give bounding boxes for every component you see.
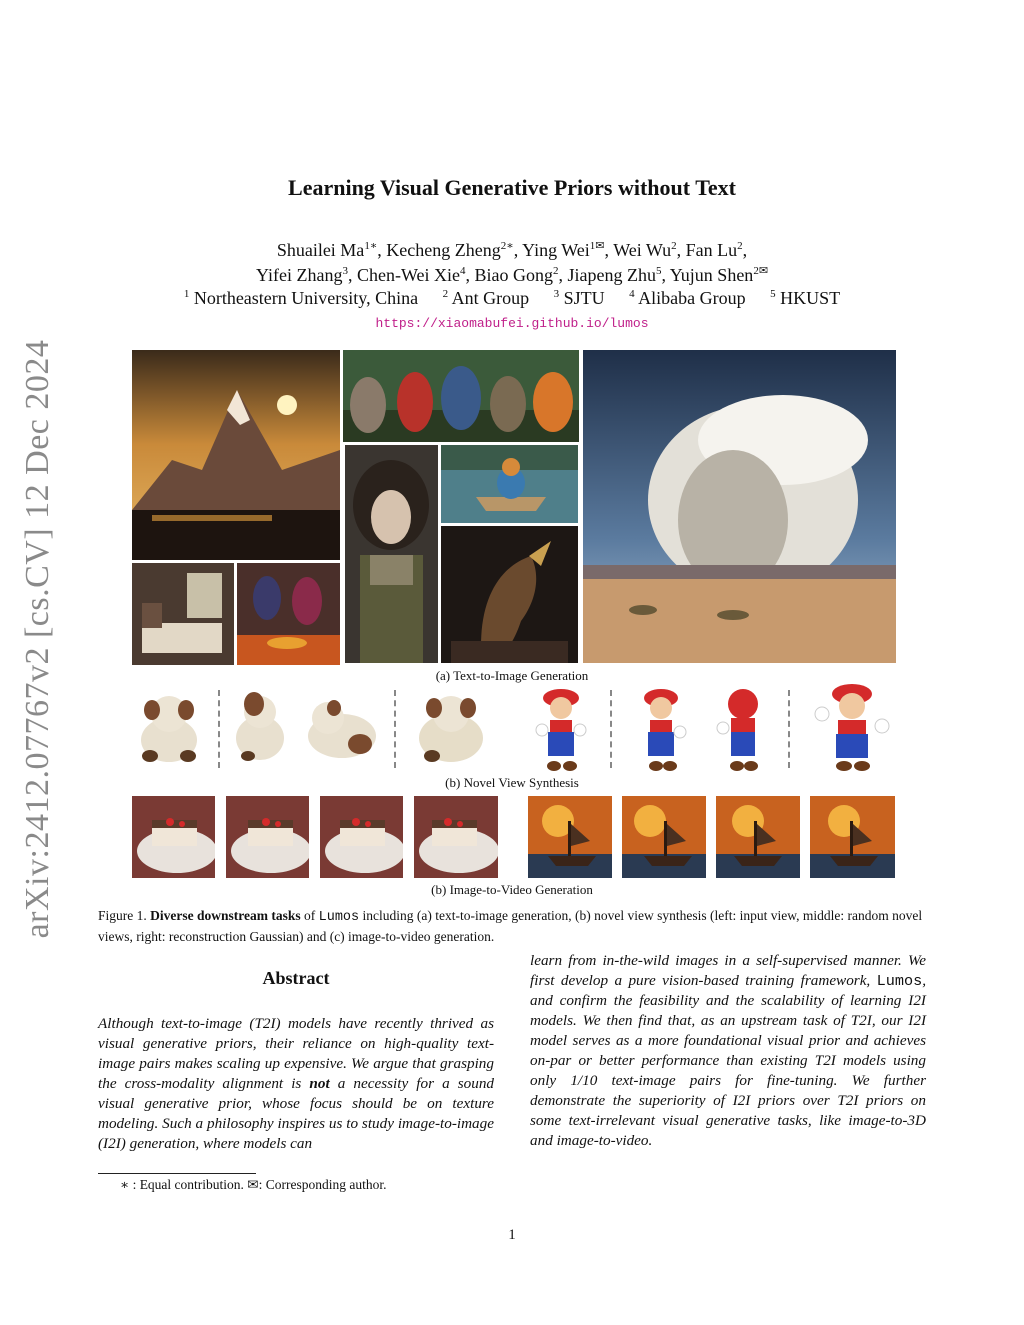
figure-caption-a: (a) Text-to-Image Generation (435, 668, 589, 683)
author: , Jiapeng Zhu (558, 265, 656, 285)
divider (610, 690, 612, 768)
authors-line-2 (0, 264, 1024, 286)
author-sup: 2∗ (500, 240, 514, 252)
arxiv-stamp: arXiv:2412.07767v2 [cs.CV] 12 Dec 2024 (19, 339, 56, 939)
affiliation: $^1$ Northeastern University, China (183, 288, 419, 308)
emphasis-not: not (309, 1075, 330, 1092)
author-sup: 2 (552, 265, 559, 277)
figure-caption-text: of (304, 908, 316, 923)
author-sup: 1∗ (364, 240, 378, 252)
ship-video-frame (622, 796, 706, 878)
paper-title: Learning Visual Generative Priors without Text (288, 175, 736, 200)
author: , Biao Gong (465, 265, 553, 285)
figure-caption-text: including (a) text-to-image generation, (b) novel view synthesis (left: input view, middle: random novel views, right: reconstruction Gaussian) and (c) image-to-video generation. (98, 908, 923, 944)
abstract-heading: Abstract (262, 968, 330, 988)
envelope-icon: ✉ (595, 240, 605, 252)
tiger-boat-image (441, 445, 578, 523)
cloud-face-desert-image (583, 350, 896, 663)
affiliation: $^4$ Alibaba Group (629, 288, 746, 308)
page-number: 1 (508, 1227, 516, 1243)
mountain-sunset-image (132, 350, 340, 560)
figure-caption-bold: Diverse downstream tasks (150, 908, 301, 923)
teddy-bear-reconstruction (404, 688, 498, 768)
author: Shuailei Ma (276, 240, 365, 260)
divider (788, 690, 790, 768)
author-sup: 2 (737, 240, 743, 252)
divider (394, 690, 396, 768)
dragon-image (441, 526, 578, 663)
author: , Ying Wei (513, 240, 590, 260)
affiliations (0, 288, 1024, 309)
author-tail: , (742, 240, 748, 260)
affiliation: $^2$ Ant Group (442, 288, 530, 308)
cake-video-frame (226, 796, 309, 878)
cake-video-frame (320, 796, 403, 878)
author: , Chen-Wei Xie (347, 265, 460, 285)
envelope-icon: ✉ (247, 1177, 259, 1192)
mario-novel-view-back (715, 684, 771, 774)
author: , Wei Wu (604, 240, 672, 260)
author-sup: 1✉ (589, 240, 605, 252)
author: , Kecheng Zheng (377, 240, 501, 260)
affiliation: $^5$ HKUST (770, 288, 841, 308)
author-sup: 2✉ (753, 265, 769, 277)
abstract-right-column: learn from in-the-wild images in a self-supervised manner. We first develop a pure vision-based training framework, Lumos, and confirm the feasibility and the scalability of learning I2I models. We then find that, as an upstream task of T2I, our I2I model serves as a more foundational visual prior and achieves on-par or better performance than existing T2I models using only 1/10 text-image pairs for fine-tuning. We further demonstrate the superiority of I2I priors over T2I priors on some text-irrelevant visual generative tasks, like image-to-3D and image-to-video. (530, 952, 926, 1149)
mario-reconstruction (810, 680, 894, 774)
mario-novel-view (630, 684, 692, 774)
author-sup: 5 (655, 265, 662, 277)
spice-market-image (237, 563, 340, 665)
authors-line-1 (0, 239, 1024, 261)
divider (218, 690, 220, 768)
ship-video-frame (528, 796, 612, 878)
cake-video-frame (132, 796, 215, 878)
author: , Fan Lu (676, 240, 738, 260)
abstract-left-column: Although text-to-image (T2I) models have recently thrived as visual generative priors, their reliance on high-quality text-image pairs makes scaling up expensive. We argue that grasping the cross-modality alignment is not a necessity for a sound visual generative prior, whose focus should be on texture modeling. Such a philosophy inspires us to study image-to-image (I2I) generation, where models can (98, 1015, 495, 1152)
mario-input-view (530, 684, 592, 774)
author: Yifei Zhang (255, 265, 343, 285)
project-url-link[interactable]: https://xiaomabufei.github.io/lumos (375, 316, 649, 331)
ship-video-frame (810, 796, 895, 878)
model-name: Lumos (876, 972, 923, 990)
figure-caption-b: (b) Novel View Synthesis (445, 775, 579, 790)
teddy-bear-input-view (130, 688, 208, 768)
affiliation: $^3$ SJTU (553, 288, 605, 308)
bedroom-image (132, 563, 234, 665)
figure-caption-c: (b) Image-to-Video Generation (431, 882, 593, 897)
woman-portrait-image (345, 445, 438, 663)
ship-video-frame (716, 796, 800, 878)
footnote: ∗ : Equal contribution. ✉: Corresponding author. (120, 1177, 387, 1192)
teddy-bear-novel-view (226, 688, 294, 768)
teddy-bear-novel-view (298, 688, 386, 768)
footnote-rule (98, 1173, 256, 1174)
author: , Yujun Shen (661, 265, 754, 285)
author-sup: 2 (671, 240, 677, 252)
cake-video-frame (414, 796, 498, 878)
figure-label: Figure 1. (98, 908, 147, 923)
figure-1-caption (98, 906, 928, 946)
author-sup: 3 (342, 265, 348, 277)
creatures-image (343, 350, 579, 442)
author-sup: 4 (459, 265, 466, 277)
model-name: Lumos (318, 910, 360, 925)
envelope-icon: ✉ (758, 265, 769, 277)
